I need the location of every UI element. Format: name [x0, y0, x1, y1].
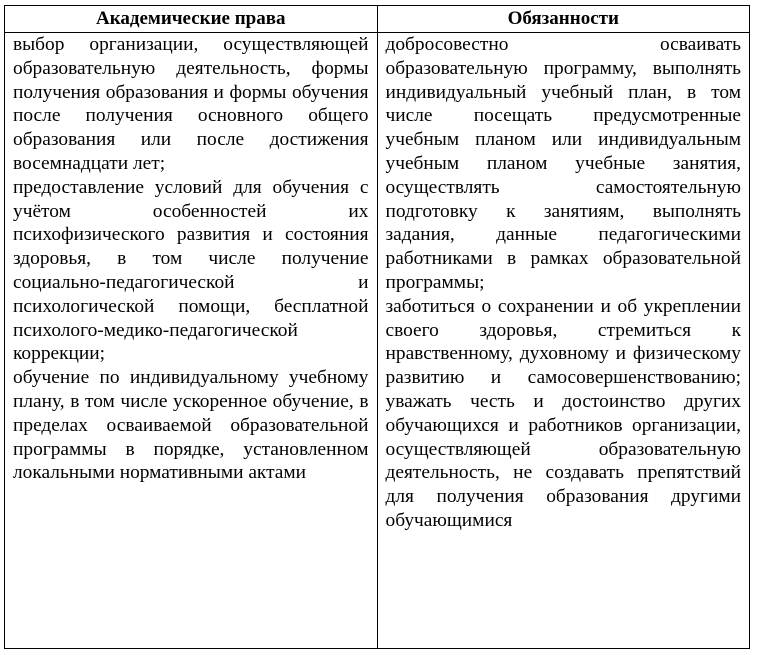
duties-cell	[377, 33, 750, 649]
table-row	[5, 33, 750, 649]
rights-item-conditions: предоставление условий для обучения с учётом особенностей их психофизического развития и состояния здоровья, в том числе получение социально-педагогической и психологической помощи, бесплатной психолого-медико-педагогической коррекции;	[13, 176, 369, 365]
duties-item-study: добросовестно осваивать образовательную программу, выполнять индивидуальный учебный план, в том числе посещать предусмотренные учебным планом или индивидуальным учебным планом учебные занятия, осуществлять самостоятельную подготовку к занятиям, выполнять задания, данные педагогическими работниками в рамках образовательной программы;	[385, 34, 741, 293]
rights-cell	[5, 33, 378, 649]
header-duties: Обязанности	[377, 6, 750, 33]
rights-duties-table	[4, 5, 750, 649]
duties-item-health-respect: заботиться о сохранении и об укреплении своего здоровья, стремиться к нравственному, духовному и физическому развитию и самосовершенствованию; уважать честь и достоинство других обучающихся и работников организации, осуществляющей образовательную деятельность, не создавать препятствий для получения образования другими обучающимися	[385, 295, 741, 531]
table-header-row	[5, 6, 750, 33]
rights-item-choice: выбор организации, осуществляющей образовательную деятельность, формы получения образования и формы обучения после получения основного общего образования или после достижения восемнадцати лет;	[13, 34, 369, 174]
header-rights: Академические права	[5, 6, 378, 33]
rights-item-individual-plan: обучение по индивидуальному учебному плану, в том числе ускоренное обучение, в пределах осваиваемой образовательной программы в порядке, установленном локальными нормативными актами	[13, 367, 369, 484]
